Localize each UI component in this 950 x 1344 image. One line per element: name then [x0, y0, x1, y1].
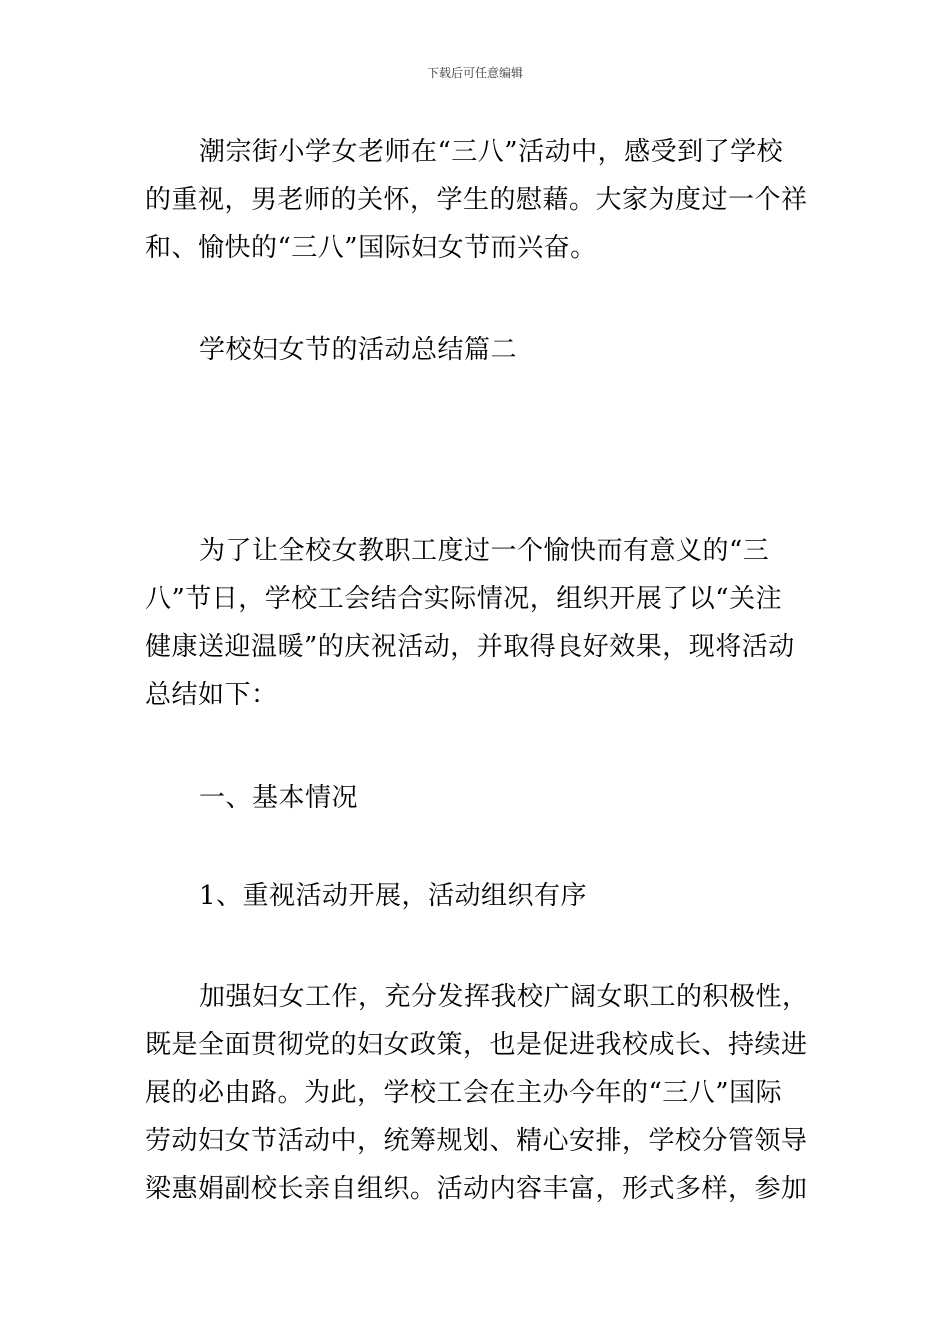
subheading-activity-organization: [145, 872, 810, 920]
text-line: 展的必由路。为此，学校工会在主办今年的“三八”国际: [145, 1078, 783, 1108]
subheading: 1、重视活动开展，活动组织有序: [199, 881, 588, 911]
section-title: 学校妇女节的活动总结篇二: [199, 335, 518, 365]
text-line: 的重视，男老师的关怀，学生的慰藉。大家为度过一个祥: [145, 185, 808, 215]
heading: 一、基本情况: [199, 783, 359, 813]
text-line: 加强妇女工作，充分发挥我校广阔女职工的积极性，: [199, 982, 809, 1012]
heading-basic-situation: [145, 774, 810, 822]
text-line: 既是全面贯彻党的妇女政策，也是促进我校成长、持续进: [145, 1030, 808, 1060]
paragraph-strengthen-womens-work: [145, 973, 810, 1213]
paragraph-womens-day-feelings: [145, 128, 810, 272]
text-line: 健康送迎温暖”的庆祝活动，并取得良好效果，现将活动: [145, 632, 795, 662]
text-line: 和、愉快的“三八”国际妇女节而兴奋。: [145, 233, 597, 263]
text-line: 梁惠娟副校长亲自组织。活动内容丰富，形式多样，参加: [145, 1174, 808, 1204]
text-line: 为了让全校女教职工度过一个愉快而有意义的“三: [199, 536, 770, 566]
text-line: 总结如下：: [145, 680, 278, 710]
text-line: 八”节日，学校工会结合实际情况，组织开展了以“关注: [145, 584, 783, 614]
section-title-part-two: [145, 326, 810, 374]
text-line: 劳动妇女节活动中，统筹规划、精心安排，学校分管领导: [145, 1126, 808, 1156]
page-header-note: 下载后可任意编辑: [426, 66, 523, 80]
paragraph-intro: [145, 527, 810, 719]
text-line: 潮宗街小学女老师在“三八”活动中，感受到了学校: [199, 137, 784, 167]
